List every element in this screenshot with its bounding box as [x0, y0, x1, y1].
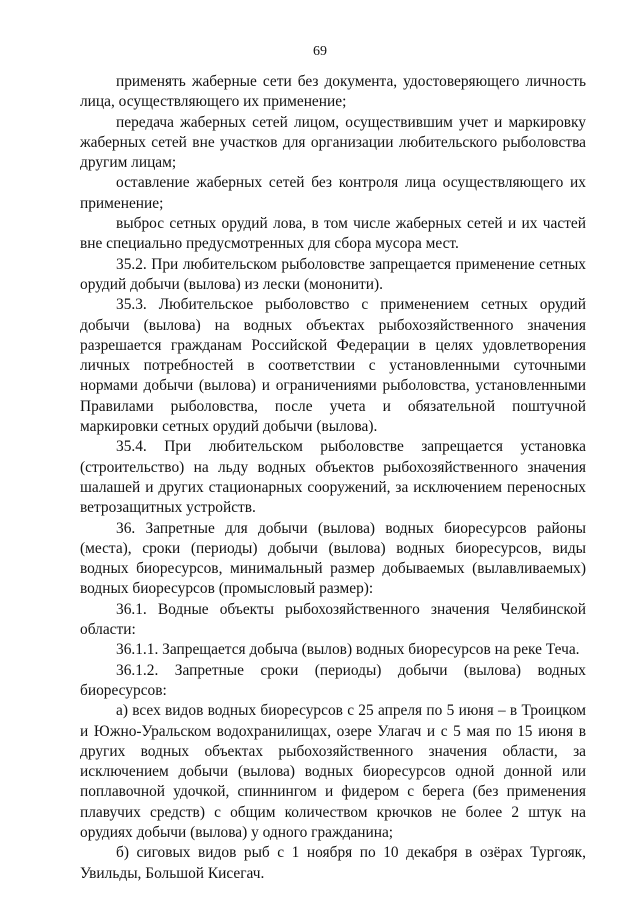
- paragraph: б) сиговых видов рыб с 1 ноября по 10 декабря в озёрах Тургояк, Увильды, Большой Кисегач.: [80, 844, 586, 882]
- paragraph: 36.1.1. Запрещается добыча (вылов) водных биоресурсов на реке Теча.: [116, 641, 580, 659]
- paragraph: 36. Запретные для добычи (вылова) водных биоресурсов районы (места), сроки (периоды) добычи (вылова) водных биоресурсов, виды водных биоресурсов, минимальный размер добываемых (вылавливаемых) водных биоресурсов (промысловый размер):: [80, 519, 586, 598]
- paragraph: 36.1. Водные объекты рыбохозяйственного значения Челябинской области:: [80, 600, 586, 639]
- paragraph: 35.3. Любительское рыболовство с применением сетных орудий добычи (вылова) на водных объектах рыбохозяйственного значения разрешается гражданам Российской Федерации в целях удовлетворения личных потребностей в соответствии с установленными суточными нормами добычи (вылова) и ограничениями рыболовства, установленными Правилами рыболовства, после учета и обязательной поштучной маркировки сетных орудий добычи (вылова).: [80, 296, 586, 436]
- page-number: 69: [313, 44, 327, 59]
- paragraph: оставление жаберных сетей без контроля лица осуществляющего их применение;: [80, 174, 586, 212]
- paragraph: 36.1.2. Запретные сроки (периоды) добычи (вылова) водных биоресурсов:: [80, 661, 586, 699]
- paragraph: выброс сетных орудий лова, в том числе жаберных сетей и их частей вне специально предусмотренных для сбора мусора мест.: [80, 215, 586, 253]
- paragraph: 35.4. При любительском рыболовстве запрещается установка (строительство) на льду водных объектов рыбохозяйственного значения шалашей и других стационарных сооружений, за исключением переносных ветрозащитных устройств.: [80, 438, 586, 517]
- paragraph: передача жаберных сетей лицом, осуществившим учет и маркировку жаберных сетей вне участков для организации любительского рыболовства другим лицам;: [80, 113, 586, 172]
- paragraph: применять жаберные сети без документа, удостоверяющего личность лица, осуществляющего их применение;: [80, 73, 586, 111]
- paragraph: а) всех видов водных биоресурсов с 25 апреля по 5 июня – в Троицком и Южно-Уральском водохранилищах, озере Улагач и с 5 мая по 15 июня в других водных объектах рыбохозяйственного значения области, за исключением добычи (вылова) водных биоресурсов одной донной или поплавочной удочкой, спиннингом и фидером с берега (без применения плавучих средств) с общим количеством крючков не более 2 штук на орудиях добычи (вылова) у одного гражданина;: [80, 702, 586, 841]
- paragraph: 35.2. При любительском рыболовстве запрещается применение сетных орудий добычи (вылова) из лески (мононити).: [80, 255, 586, 293]
- document-body: [80, 72, 586, 884]
